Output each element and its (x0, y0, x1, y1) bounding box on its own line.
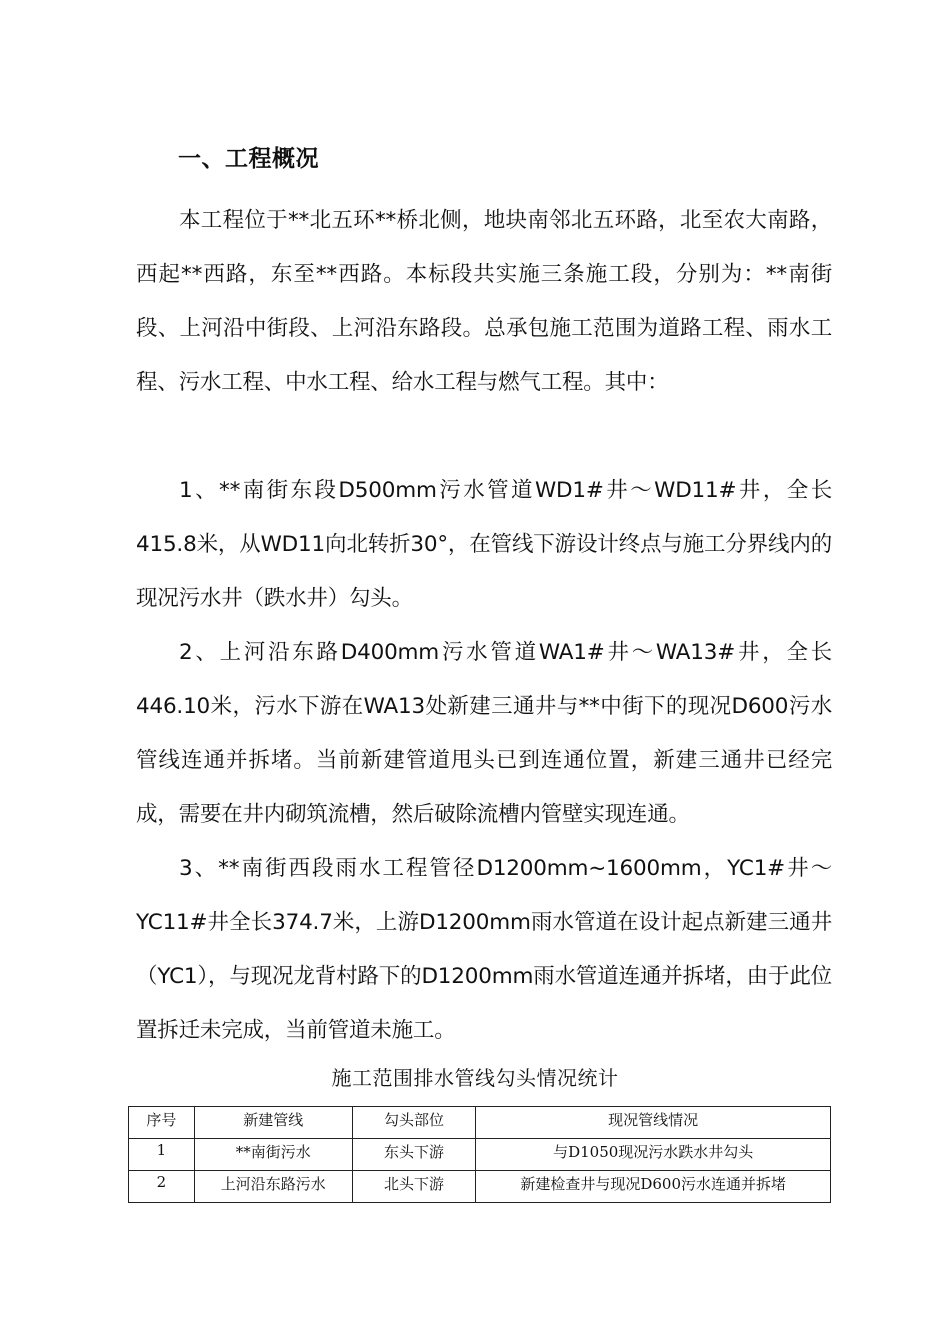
table-row (129, 1139, 831, 1171)
paragraph-item-1: 1、**南街东段D500mm污水管道WD1#井～WD11#井，全长415.8米，从WD11向北转折30°，在管线下游设计终点与施工分界线内的现况污水井（跌水井）勾头。 (136, 478, 832, 611)
paragraph-overview: 本工程位于**北五环**桥北侧，地块南邻北五环路，北至农大南路，西起**西路，东至**西路。本标段共实施三条施工段，分别为：**南街段、上河沿中街段、上河沿东路段。总承包施工范围为道路工程、雨水工程、污水工程、中水工程、给水工程与燃气工程。其中： (136, 208, 832, 395)
table-cell: 上河沿东路污水 (194, 1171, 352, 1203)
table-title: 施工范围排水管线勾头情况统计 (331, 1066, 619, 1090)
outfall-stats-table (128, 1106, 831, 1203)
table-cell: 新建检查井与现况D600污水连通并拆堵 (476, 1171, 831, 1203)
table-cell: 2 (129, 1171, 195, 1203)
paragraph-item-2: 2、上河沿东路D400mm污水管道WA1#井～WA13#井，全长446.10米，污水下游在WA13处新建三通井与**中街下的现况D600污水管线连通并拆堵。当前新建管道甩头已到连通位置，新建三通井已经完成，需要在井内砌筑流槽，然后破除流槽内管壁实现连通。 (136, 640, 832, 827)
table-header-row (129, 1107, 831, 1139)
table-cell: 与D1050现况污水跌水井勾头 (476, 1139, 831, 1171)
table-row (129, 1171, 831, 1203)
header-cell-index: 序号 (129, 1107, 195, 1139)
header-cell-new-pipeline: 新建管线 (194, 1107, 352, 1139)
table-cell: **南街污水 (194, 1139, 352, 1171)
table-cell: 东头下游 (352, 1139, 476, 1171)
header-cell-existing-pipeline: 现况管线情况 (476, 1107, 831, 1139)
table-cell: 1 (129, 1139, 195, 1171)
paragraph-item-3: 3、**南街西段雨水工程管径D1200mm~1600mm，YC1#井～YC11#井全长374.7米，上游D1200mm雨水管道在设计起点新建三通井（YC1），与现况龙背村路下的D1200mm雨水管道连通并拆堵，由于此位置拆迁未完成，当前管道未施工。 (136, 856, 832, 1043)
section-heading: 一、工程概况 (178, 146, 319, 172)
header-cell-connection-location: 勾头部位 (352, 1107, 476, 1139)
table-cell: 北头下游 (352, 1171, 476, 1203)
